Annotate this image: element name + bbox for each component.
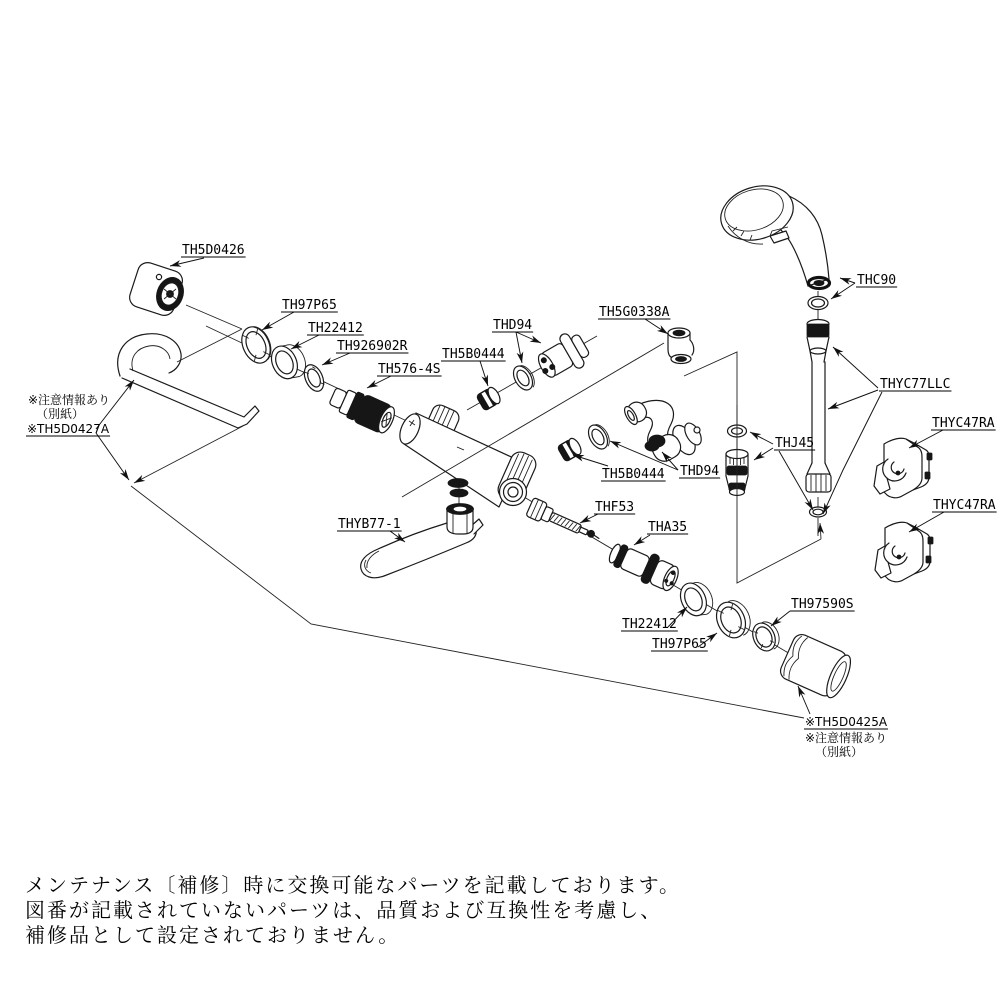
note-right-part: ※TH5D0425A [805, 715, 888, 729]
label-thyc47ra-2: THYC47RA [933, 498, 996, 513]
label-thyc47ra-1: THYC47RA [932, 416, 995, 431]
part-handle-th5d0425a [778, 632, 856, 702]
label-th926902r: TH926902R [337, 339, 408, 354]
note-left [26, 392, 110, 436]
note-right-caution: ※注意情報あり [805, 731, 888, 745]
label-th576-4s: TH576-4S [378, 362, 441, 377]
part-shower-head [714, 177, 829, 288]
part-ring-th97p65-1 [236, 322, 276, 368]
label-th5b0444-1: TH5B0444 [442, 347, 505, 362]
label-thd94-1: THD94 [493, 318, 533, 333]
part-washer-thd94-1 [510, 362, 538, 393]
note-right-sheet: （別紙） [815, 745, 864, 759]
part-nut-th5b0444-2 [557, 436, 584, 462]
part-ring-th22412-1 [267, 339, 311, 385]
part-hose-thyc77llc [806, 320, 831, 518]
part-spindle-thf53 [526, 497, 604, 546]
footer-line-2: 図番が記載されていないパーツは、品質および互換性を考慮し、 [25, 898, 663, 922]
part-hook-thyc47ra-1 [874, 438, 932, 498]
part-ring-th22412-2 [676, 577, 718, 622]
part-hook-thyc47ra-2 [875, 522, 933, 582]
part-washer-thd94-2 [585, 421, 613, 452]
note-left-caution: ※注意情報あり [28, 393, 111, 407]
part-cap-th5d0426 [127, 260, 188, 318]
label-tha35: THA35 [648, 520, 688, 535]
part-bracket [118, 334, 259, 428]
part-adapter-thd94 [532, 328, 594, 386]
part-labels [181, 243, 997, 652]
part-washer-th926902r [301, 362, 328, 394]
label-thf53: THF53 [595, 500, 635, 515]
label-th22412-2: TH22412 [622, 617, 677, 632]
part-main-body [396, 403, 539, 507]
part-arm-thd94 [622, 399, 705, 465]
label-th5b0444-2: TH5B0444 [602, 467, 665, 482]
part-ring-thc90 [808, 297, 828, 310]
label-th97590s: TH97590S [791, 597, 854, 612]
label-thj45: THJ45 [775, 436, 815, 451]
note-left-part: ※TH5D0427A [27, 422, 110, 436]
label-th5d0426: TH5D0426 [182, 243, 245, 258]
label-thyb77-1: THYB77-1 [338, 517, 401, 532]
part-ring-th97p65-2 [711, 596, 755, 643]
part-cartridge-th576-4s [326, 382, 398, 436]
label-th22412-1: TH22412 [308, 321, 363, 336]
part-elbow-th5g0338a [668, 328, 694, 364]
footer-line-3: 補修品として設定されておりません。 [25, 923, 401, 947]
label-thc90: THC90 [857, 273, 897, 288]
label-th97p65-2: TH97P65 [652, 637, 707, 652]
part-spout-thyb77-1 [361, 504, 483, 578]
part-ring-th97590s [749, 618, 784, 655]
label-th97p65-1: TH97P65 [282, 298, 337, 313]
note-right [804, 715, 888, 759]
label-thd94-2: THD94 [680, 464, 720, 479]
note-left-sheet: （別紙） [36, 407, 85, 421]
label-thyc77llc: THYC77LLC [880, 377, 951, 392]
footer-line-1: メンテナンス〔補修〕時に交換可能なパーツを記載しております。 [25, 873, 681, 897]
part-cartridge-tha35 [605, 537, 682, 594]
label-th5g0338a: TH5G0338A [599, 305, 670, 320]
footer-text [25, 873, 681, 947]
part-nut-th5b0444-1 [476, 385, 503, 411]
